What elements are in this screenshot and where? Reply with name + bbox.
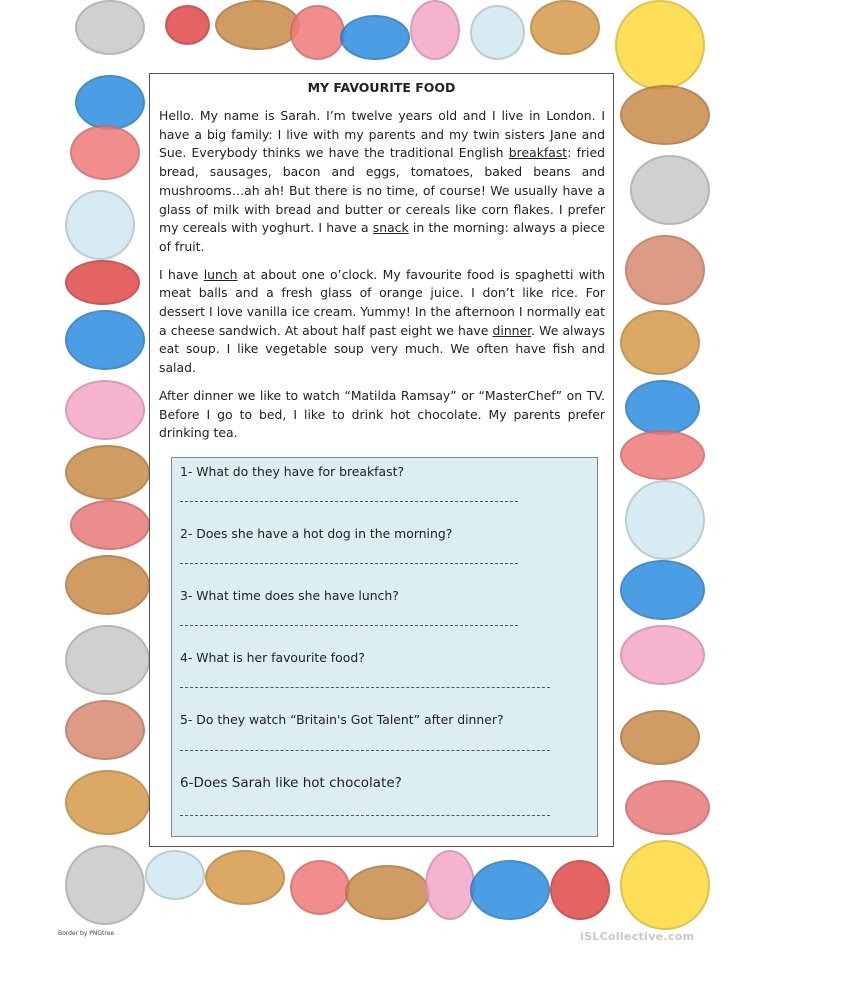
text: at about one o’clock. My favourite food is spaghetti with meat balls and a fresh glass of orange juice. I don’t like rice. For dessert I love vanilla ice cream. Yummy! In the afternoon I normally eat a cheese sandwich. At about half past eight we have [159,266,605,338]
keyword-lunch: lunch [203,266,238,282]
reading-text [159,107,605,452]
watermelon-illustration [290,860,350,915]
paragraph-2 [159,266,605,378]
answer-line-1[interactable] [180,501,518,502]
strawberry-illustration [165,5,210,45]
pie-illustration [70,500,150,550]
hotdog-illustration [65,555,150,615]
cutlery-illustration [75,0,145,55]
watermelon-illustration [70,125,140,180]
cutlery-illustration [65,625,150,695]
bowl-illustration [620,560,705,620]
pie-illustration [625,780,710,835]
text: : fried bread, sausages, bacon and eggs, tomatoes, baked beans and mushrooms…ah ah! But there is no time, of course! We usually have a glass of milk with bread and butter or cereals like corn flakes. I prefer my cereals with yoghurt. I have a [159,145,605,236]
answer-line-5[interactable] [180,750,550,751]
ice-cream-illustration [620,625,705,685]
sandwich-illustration [65,700,145,760]
keyword-breakfast: breakfast [508,145,568,161]
text: in the morning: always a piece of fruit. [159,220,605,254]
ice-cream-illustration [65,380,145,440]
answer-line-2[interactable] [180,563,518,564]
hotdog-illustration [345,865,430,920]
watermelon-illustration [290,5,345,60]
text: I have [159,266,204,282]
question-5: 5- Do they watch “Britain's Got Talent” after dinner? [180,712,504,727]
paragraph-3: After dinner we like to watch “Matilda Ramsay” or “MasterChef” on TV. Before I go to bed, I like to drink hot chocolate. My parents prefer drinking tea. [159,387,605,441]
hotdog-illustration [215,0,300,50]
paragraph-1 [159,107,605,257]
border-credit: Border by PNGtree [58,930,115,937]
drink-illustration [145,850,205,900]
burger-illustration [530,0,600,55]
burger-illustration [65,770,150,835]
answer-line-3[interactable] [180,625,518,626]
watermark: iSLCollective.com [580,930,695,943]
questions-box [171,457,598,837]
cutlery-illustration [65,845,145,925]
answer-line-6[interactable] [180,815,550,816]
sandwich-illustration [625,235,705,305]
question-3: 3- What time does she have lunch? [180,588,399,603]
worksheet-title: MY FAVOURITE FOOD [307,80,456,95]
cutlery-illustration [630,155,710,225]
bowl-illustration [625,380,700,435]
sun-illustration [615,0,705,90]
question-2: 2- Does she have a hot dog in the morning? [180,526,453,541]
drink-illustration [625,480,705,560]
answer-line-4[interactable] [180,687,550,688]
bowl-illustration [340,15,410,60]
ice-cream-illustration [425,850,475,920]
burger-illustration [620,310,700,375]
bowl-illustration [65,310,145,370]
watermelon-illustration [620,430,705,480]
drink-illustration [470,5,525,60]
text: . We always eat soup. I like vegetable soup very much. We often have fish and salad. [159,322,606,376]
strawberry-illustration [550,860,610,920]
ice-cream-illustration [410,0,460,60]
burger-illustration [205,850,285,905]
bowl-illustration [470,860,550,920]
keyword-snack: snack [372,220,409,236]
worksheet [149,73,614,847]
text: Hello. My name is Sarah. I’m twelve years old and I live in London. I have a big family: I live with my parents and my twin sisters Jane and Sue. Everybody thinks we have the traditional English [159,108,605,161]
drink-illustration [65,190,135,260]
hotdog-illustration [620,710,700,765]
keyword-dinner: dinner [492,322,532,338]
hotdog-illustration [65,445,150,500]
strawberry-illustration [65,260,140,305]
question-4: 4- What is her favourite food? [180,650,365,665]
bowl-illustration [75,75,145,130]
question-6: 6-Does Sarah like hot chocolate? [180,775,402,791]
question-1: 1- What do they have for breakfast? [180,464,405,479]
hotdog-illustration [620,85,710,145]
sun-illustration [620,840,710,930]
